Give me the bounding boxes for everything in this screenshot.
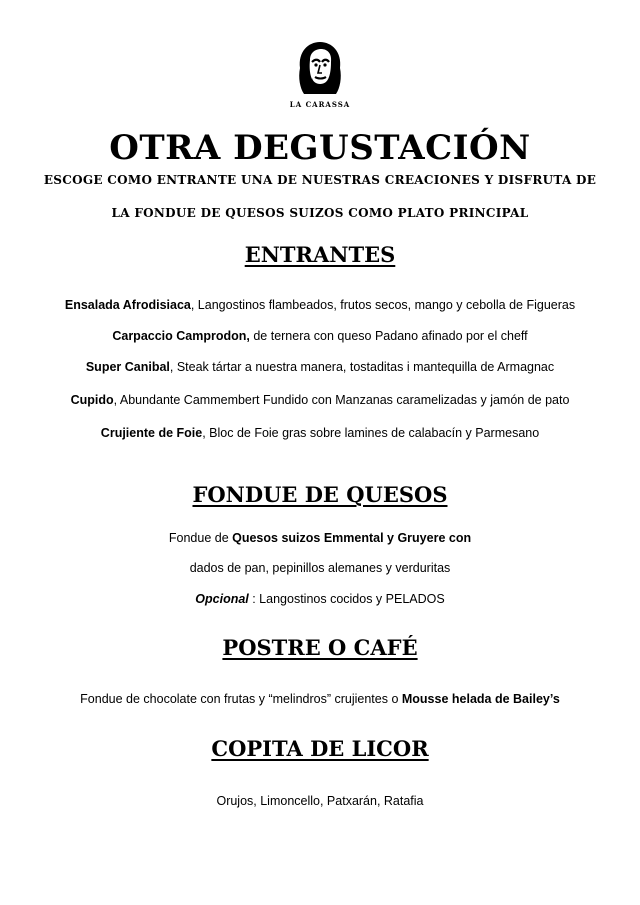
opcional-label: Opcional xyxy=(195,592,249,606)
entrante-name: Ensalada Afrodisiaca xyxy=(64,298,191,312)
entrante-item xyxy=(0,296,640,314)
postre-bold: Mousse helada de Bailey’s xyxy=(401,692,560,706)
carassa-face-logo-icon xyxy=(290,38,350,98)
entrante-name: Super Canibal xyxy=(85,360,170,374)
entrante-item xyxy=(0,327,640,345)
entrante-name: Cupido xyxy=(70,393,114,407)
entrante-item xyxy=(0,358,640,376)
entrante-desc: , Bloc de Foie gras sobre lamines de calabacín y Parmesano xyxy=(202,426,540,440)
entrante-name: Carpaccio Camprodon, xyxy=(112,329,250,343)
entrante-item xyxy=(0,391,640,409)
section-heading-postre: POSTRE O CAFÉ xyxy=(222,635,418,660)
entrante-desc: de ternera con queso Padano afinado por el cheff xyxy=(249,329,528,343)
section-heading-fondue: FONDUE DE QUESOS xyxy=(192,482,448,507)
subtitle-line-2: LA FONDUE DE QUESOS SUIZOS COMO PLATO PRINCIPAL xyxy=(111,206,529,220)
fondue-line-1 xyxy=(0,529,640,547)
copita-line: Orujos, Limoncello, Patxarán, Ratafia xyxy=(216,794,424,808)
logo-text: LA CARASSA xyxy=(289,100,351,109)
postre-line xyxy=(0,690,640,708)
section-heading-copita: COPITA DE LICOR xyxy=(211,736,429,761)
fondue-line-2: dados de pan, pepinillos alemanes y verduritas xyxy=(189,561,451,575)
subtitle-line-1: ESCOGE COMO ENTRANTE UNA DE NUESTRAS CREACIONES Y DISFRUTA DE xyxy=(43,173,597,187)
entrante-item xyxy=(0,424,640,442)
fondue-line-3 xyxy=(0,590,640,608)
entrante-desc: , Steak tártar a nuestra manera, tostaditas i mantequilla de Armagnac xyxy=(169,360,555,374)
fondue-line-1-pre: Fondue de xyxy=(168,531,233,545)
restaurant-logo xyxy=(0,38,640,109)
section-heading-entrantes: ENTRANTES xyxy=(244,242,396,267)
fondue-line-1-bold: Quesos suizos Emmental y Gruyere con xyxy=(232,531,472,545)
entrante-desc: , Langostinos flambeados, frutos secos, mango y cebolla de Figueras xyxy=(190,298,576,312)
entrante-desc: , Abundante Cammembert Fundido con Manzanas caramelizadas y jamón de pato xyxy=(113,393,570,407)
entrante-name: Crujiente de Foie xyxy=(100,426,203,440)
page-title: OTRA DEGUSTACIÓN xyxy=(109,128,531,168)
postre-text: Fondue de chocolate con frutas y “melindros” crujientes o xyxy=(80,692,402,706)
opcional-text: : Langostinos cocidos y PELADOS xyxy=(248,592,445,606)
